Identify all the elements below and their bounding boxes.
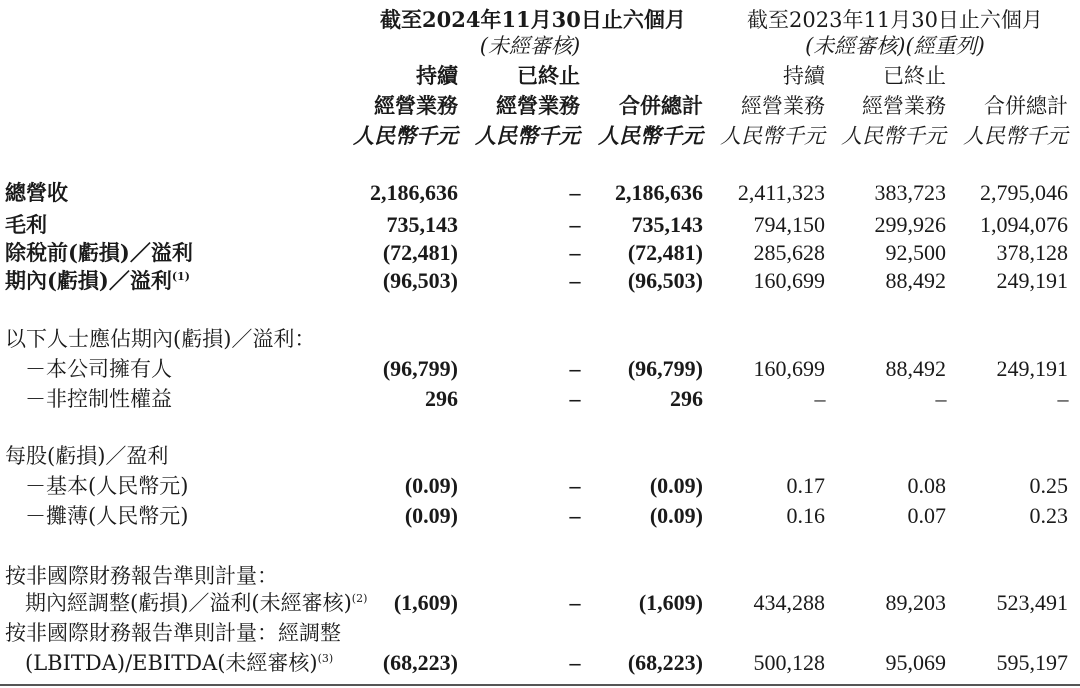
table-cell: 2,411,323 bbox=[737, 180, 825, 205]
column-header-unit: 人民幣千元 bbox=[841, 124, 946, 148]
row-label bbox=[5, 326, 315, 352]
table-cell: (1,609) bbox=[638, 590, 703, 615]
row-label-text: 每股(虧損)／盈利 bbox=[5, 444, 169, 468]
table-cell: – bbox=[569, 356, 581, 381]
table-cell: – bbox=[569, 650, 581, 675]
table-cell: 0.17 bbox=[786, 473, 825, 498]
row-label bbox=[5, 212, 47, 238]
table-cell: 735,143 bbox=[386, 212, 458, 237]
table-cell: 2,795,046 bbox=[980, 180, 1068, 205]
table-cell: (0.09) bbox=[649, 503, 703, 528]
table-cell: 92,500 bbox=[885, 240, 946, 265]
table-cell: 249,191 bbox=[996, 356, 1068, 381]
row-label-text: －基本(人民幣元) bbox=[25, 474, 189, 498]
table-cell: 0.08 bbox=[907, 473, 946, 498]
table-cell: 2,186,636 bbox=[370, 180, 458, 205]
table-cell: – bbox=[569, 180, 581, 205]
bottom-rule bbox=[0, 684, 1080, 686]
table-cell: – bbox=[935, 386, 947, 411]
row-label bbox=[5, 620, 341, 646]
column-header-line1: 持續 bbox=[783, 64, 825, 88]
table-cell: – bbox=[569, 590, 581, 615]
table-cell: 285,628 bbox=[753, 240, 825, 265]
row-label-text: －本公司擁有人 bbox=[25, 357, 172, 381]
row-label-text: 毛利 bbox=[5, 212, 47, 237]
row-label bbox=[25, 473, 188, 499]
table-cell: 0.16 bbox=[786, 503, 825, 528]
row-label-text: 期內經調整(虧損)／溢利(未經審核) bbox=[25, 591, 352, 615]
table-cell: (72,481) bbox=[382, 240, 458, 265]
row-label bbox=[5, 180, 68, 206]
table-cell: (96,799) bbox=[627, 356, 703, 381]
column-header-line2: 經營業務 bbox=[862, 94, 946, 118]
row-label bbox=[5, 268, 190, 294]
table-cell: – bbox=[1057, 386, 1069, 411]
table-cell: – bbox=[569, 473, 581, 498]
row-label-text: －攤薄(人民幣元) bbox=[25, 504, 189, 528]
row-label-text: (LBITDA)/EBITDA(未經審核) bbox=[25, 651, 318, 675]
table-cell: 794,150 bbox=[753, 212, 825, 237]
period-2024-heading: 截至2024年11月30日止六個月 bbox=[380, 7, 686, 32]
table-cell: 383,723 bbox=[874, 180, 946, 205]
row-label bbox=[25, 590, 367, 616]
table-cell: 88,492 bbox=[885, 268, 946, 293]
footnote-marker: (3) bbox=[317, 652, 334, 665]
row-label bbox=[25, 650, 333, 676]
column-header-line1: 已終止 bbox=[517, 63, 580, 88]
table-cell: (68,223) bbox=[382, 650, 458, 675]
table-cell: (72,481) bbox=[627, 240, 703, 265]
column-header-line2: 經營業務 bbox=[496, 93, 580, 118]
table-cell: 0.23 bbox=[1029, 503, 1068, 528]
table-cell: (96,503) bbox=[382, 268, 458, 293]
column-header-unit: 人民幣千元 bbox=[720, 124, 825, 148]
table-cell: – bbox=[569, 240, 581, 265]
table-cell: (0.09) bbox=[649, 473, 703, 498]
table-cell: – bbox=[569, 268, 581, 293]
table-cell: – bbox=[814, 386, 826, 411]
column-header-line1: 已終止 bbox=[883, 64, 946, 88]
column-header-unit: 人民幣千元 bbox=[963, 124, 1068, 148]
column-header-line2: 合併總計 bbox=[984, 94, 1068, 118]
table-cell: (96,503) bbox=[627, 268, 703, 293]
table-cell: 95,069 bbox=[885, 650, 946, 675]
table-cell: – bbox=[569, 212, 581, 237]
table-cell: 2,186,636 bbox=[615, 180, 703, 205]
row-label bbox=[25, 356, 172, 382]
column-header-line2: 經營業務 bbox=[741, 94, 825, 118]
row-label-text: 按非國際財務報告準則計量：經調整 bbox=[5, 621, 341, 645]
row-label bbox=[25, 386, 172, 412]
table-cell: 735,143 bbox=[631, 212, 703, 237]
period-2024-note: (未經審核) bbox=[479, 34, 581, 58]
row-label-text: 除稅前(虧損)／溢利 bbox=[5, 240, 193, 265]
table-cell: 434,288 bbox=[753, 590, 825, 615]
column-header-unit: 人民幣千元 bbox=[598, 123, 703, 148]
row-label-text: －非控制性權益 bbox=[25, 387, 172, 411]
table-cell: (1,609) bbox=[393, 590, 458, 615]
table-cell: – bbox=[569, 386, 581, 411]
table-cell: 160,699 bbox=[753, 268, 825, 293]
column-header-line2: 經營業務 bbox=[374, 93, 458, 118]
table-cell: 299,926 bbox=[874, 212, 946, 237]
table-cell: (68,223) bbox=[627, 650, 703, 675]
table-cell: 249,191 bbox=[996, 268, 1068, 293]
period-2023-note: (未經審核)(經重列) bbox=[805, 34, 985, 58]
row-label-text: 總營收 bbox=[5, 180, 68, 205]
footnote-marker: (1) bbox=[171, 270, 190, 283]
row-label-text: 期內(虧損)／溢利 bbox=[5, 268, 172, 293]
table-cell: (96,799) bbox=[382, 356, 458, 381]
table-cell: 296 bbox=[425, 386, 458, 411]
table-cell: 0.07 bbox=[907, 503, 946, 528]
table-cell: 296 bbox=[670, 386, 703, 411]
row-label bbox=[5, 443, 168, 469]
row-label-text: 按非國際財務報告準則計量： bbox=[5, 564, 278, 588]
table-cell: 1,094,076 bbox=[980, 212, 1068, 237]
column-header-line2: 合併總計 bbox=[619, 93, 703, 118]
row-label-text: 以下人士應佔期內(虧損)／溢利： bbox=[5, 327, 316, 351]
footnote-marker: (2) bbox=[351, 592, 368, 605]
column-header-unit: 人民幣千元 bbox=[353, 123, 458, 148]
table-cell: 160,699 bbox=[753, 356, 825, 381]
row-label bbox=[5, 240, 193, 266]
row-label bbox=[5, 563, 278, 589]
column-header-unit: 人民幣千元 bbox=[475, 123, 580, 148]
table-cell: – bbox=[569, 503, 581, 528]
row-label bbox=[25, 503, 188, 529]
table-cell: (0.09) bbox=[404, 473, 458, 498]
column-header-line1: 持續 bbox=[416, 63, 458, 88]
table-cell: 89,203 bbox=[885, 590, 946, 615]
period-2023-heading: 截至2023年11月30日止六個月 bbox=[747, 8, 1043, 32]
table-cell: 595,197 bbox=[996, 650, 1068, 675]
table-cell: 378,128 bbox=[996, 240, 1068, 265]
table-cell: 0.25 bbox=[1029, 473, 1068, 498]
table-cell: 88,492 bbox=[885, 356, 946, 381]
table-cell: 523,491 bbox=[996, 590, 1068, 615]
table-cell: (0.09) bbox=[404, 503, 458, 528]
table-cell: 500,128 bbox=[753, 650, 825, 675]
